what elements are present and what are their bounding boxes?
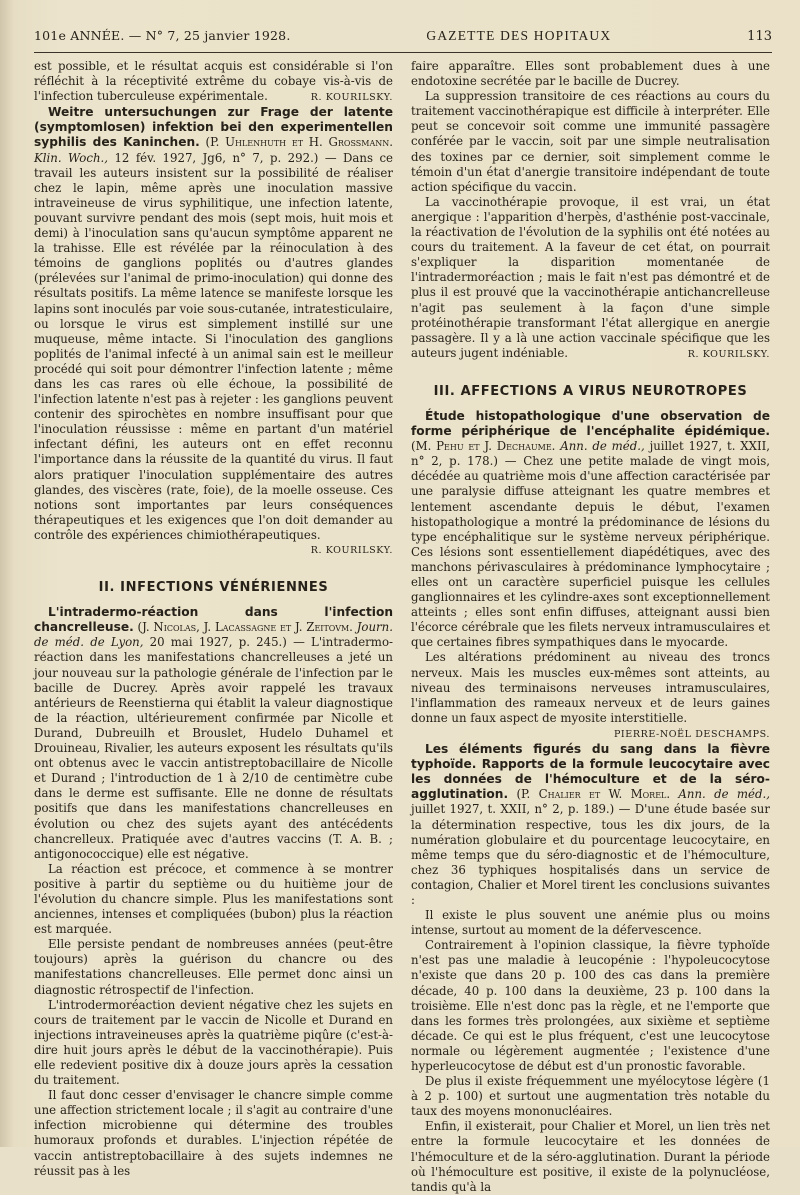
article-title: Étude histopathologique d'une observation de forme périphérique de l'encéphalite épidémique. — [411, 408, 770, 439]
signature: R. KOURILSKY. — [687, 348, 770, 360]
article-source: Ann. de méd., — [678, 787, 770, 802]
article-weitre — [34, 105, 393, 543]
article-body: — Dans ce travail les auteurs insistent sur la possibilité de réaliser chez le lapin, même après une inoculation massive intraveineuse de virus syphilitique, une infection latente, pouvant survivre pendant des mois (sept mois, huit mois et demi) à l'inoculation sans qu'aucun symptôme apparent ne la trahisse. Elle est révélée par la réinoculation à des témoins de ganglions poplités ou d'autres glandes (prélevées sur l'animal de primo-inoculation) qui donne des résultats positifs. La même latence se manifeste lorsque les lapins sont inoculés par voie sous-cutanée, intratesticulaire, ou lorsque le virus est simplement instillé sur une muqueuse, même intacte. Si l'inoculation des ganglions poplités de l'animal infecté à un animal sain est le meilleur procédé qui soit pour démontrer l'infection latente ; même dans les cas rares où elle échoue, la possibilité de l'infection latente n'est pas à rejeter : les ganglions peuvent contenir des spirochètes en nombre insuffisant pour que l'inoculation réussisse : même en partant d'un matériel infectant défini, les auteurs ont en effet reconnu l'importance dans la réussite de la quantité du virus. Il faut alors pratiquer l'inoculation supplémentaire des autres glandes, des viscères (rate, foie), de la moelle osseuse. Ces notions sont importantes par leurs conséquences thérapeutiques et les exigences que l'on doit demander au contrôle des expériences chimiothérapeutiques. — [34, 150, 393, 542]
article-reference: juillet 1927, t. XXII, n° 2, p. 178.) — [411, 439, 770, 469]
intro-text: est possible, et le résultat acquis est considérable si l'on réfléchit à la réceptivité extrême du cobaye vis-à-vis de l'infection tuberculeuse expérimentale. — [34, 59, 393, 104]
paragraph — [34, 59, 393, 104]
paragraph — [411, 195, 770, 361]
paragraph: Enfin, il existerait, pour Chalier et Morel, un lien très net entre la formule leucocytaire et les données de l'hémoculture et de la séro-agglutination. Durant la période où l'hémoculture est positive, il existe de la polynucléose, tandis qu'à la — [411, 1119, 770, 1194]
article-source: Klin. Woch., — [34, 150, 108, 165]
paragraph: La réaction est précoce, et commence à se montrer positive à partir du septième ou du huitième jour de l'évolution du chancre simple. Plus les manifestations sont anciennes, intenses et compliquées (bubon) plus la réaction est marquée. — [34, 861, 393, 937]
article-body: — L'intradermo-réaction dans les manifestations chancrelleuses a jeté un jour nouveau sur la pathologie générale de l'infection par le bacille de Ducrey. Après avoir rappelé les travaux antérieurs de Reenstierna qui établit la valeur diagnostique de la réaction, ultérieurement confirmée par Nicolle et Durand, Dubreuilh et Brouslet, Hudelo Duhamel et Drouineau, Rivalier, les auteurs exposent les résultats qu'ils ont obtenus avec le vaccin antistreptobacillaire de Nicolle et Durand ; l'introduction de 1 à 2/10 de centimètre cube dans le derme est suffisante. Elle ne donne de résultats positifs que dans les manifestations chancrelleuses en évolution ou chez des sujets ayant des antécédents chancrelleux. Pratiquée avec d'autres vaccins (T. A. B. ; antigonococcique) elle est négative. — [34, 635, 393, 861]
page-number: 113 — [747, 29, 772, 44]
journal-title: GAZETTE DES HOPITAUX — [426, 28, 612, 43]
text-columns — [34, 59, 772, 1194]
paragraph: Elle persiste pendant de nombreuses années (peut-être toujours) après la guérison du chancre ou des manifestations chancrelleuses. Elle permet donc ainsi un diagnostic rétrospectif de l'infection. — [34, 937, 393, 997]
article-title: Les éléments figurés du sang dans la fièvre typhoïde. Rapports de la formule leucocytaire avec les données de l'hémoculture et de la séro-agglutination. — [411, 742, 770, 802]
article-source: Ann. de méd., — [560, 439, 645, 454]
article-body: — Chez une petite malade de vingt mois, décédée au quatrième mois d'une affection caractérisée par une paralysie diffuse atteignant les quatre membres et lentement ascendante depuis le début, l'examen histopathologique a montré la prédominance de lésions du type encéphalitique sur le système nerveux périphérique. Ces lésions sont essentiellement diapédétiques, avec des manchons périvasculaires à prédominance lymphocytaire ; elles ont un caractère superficiel puisque les cellules ganglionnaires et les cylindre-axes sont exceptionnellement atteints ; elles sont enfin diffuses, atteignant aussi bien l'écorce cérébrale que les filets nerveux intramusculaires et que certaines fibres sympathiques dans le myocarde. — [411, 454, 770, 650]
article-body: — D'une étude basée sur la détermination respective, tous les dix jours, de la numération globulaire et du pourcentage leucocytaire, en même temps que du séro-diagnostic et de l'hémoculture, chez 36 typhiques hospitalisés dans un service de contagion, Chalier et Morel tirent les conclusions suivantes : — [411, 802, 770, 907]
paragraph: faire apparaître. Elles sont probablement dues à une endotoxine secrétée par le bacille de Ducrey. — [411, 59, 770, 89]
paragraph: L'introdermoréaction devient négative chez les sujets en cours de traitement par le vaccin de Nicolle et Durand en injections intraveineuses après la quatrième piqûre (c'est-à-dire huit jours après le début de la vaccinothérapie). Puis elle redevient positive dix à douze jours après la cessation du traitement. — [34, 997, 393, 1088]
paragraph-text: La vaccinothérapie provoque, il est vrai, un état anergique : l'apparition d'herpès, d'asthénie post-vaccinale, la réactivation de l'évolution de la syphilis ont été notées au cours du traitement. A la faveur de cet état, on pourrait s'expliquer la disparition momentanée de l'intradermoréaction ; mais le fait n'est pas démontré et de plus il est prouvé que la vaccinothérapie antichancrelleuse n'agit pas seulement à la façon d'une simple protéinothérapie transformant l'état allergique en anergie passagère. Il y a là une action vaccinale spécifique que les auteurs jugent indéniable. — [411, 194, 770, 360]
paragraph-text: Les altérations prédominent au niveau des troncs nerveux. Mais les muscles eux-mêmes sont atteints, au niveau des terminaisons nerveuses intramusculaires, l'inflammation des rameaux nerveux et de leurs gaines donne un faux aspect de myosite interstitielle. — [411, 650, 770, 725]
paragraph — [411, 650, 770, 740]
article-reference: 12 fév. 1927, Jg6, n° 7, p. 292.) — [114, 150, 319, 165]
article-intradermo — [34, 605, 393, 862]
article-authors: (P. Chalier et W. Morel. — [516, 787, 671, 802]
article-authors: (J. Nicolas, J. Lacassagne et J. Zeitovm. — [137, 620, 353, 635]
paragraph: Il faut donc cesser d'envisager le chancre simple comme une affection strictement locale ; il s'agit au contraire d'une infection microbienne qui détermine des troubles humoraux profonds et durables. L'injection répétée de vaccin antistreptobacillaire à des sujets indemnes ne réussit pas à les — [34, 1088, 393, 1178]
article-title: Weitre untersuchungen zur Frage der latente (symptomlosen) infektion bei den experimentellen syphilis des Kaninchen. — [34, 105, 393, 150]
paragraph: Il existe le plus souvent une anémie plus ou moins intense, surtout au moment de la défervescence. — [411, 908, 770, 938]
section-heading: III. AFFECTIONS A VIRUS NEUROTROPES — [433, 383, 748, 399]
paragraph: De plus il existe fréquemment une myélocytose légère (1 à 2 p. 100) et surtout une augmentation très notable du taux des moyens mononucléaires. — [411, 1074, 770, 1119]
issue-info: 101e ANNÉE. — N° 7, 25 janvier 1928. — [34, 28, 291, 43]
paragraph: Contrairement à l'opinion classique, la fièvre typhoïde n'est pas une maladie à leucopénie : l'hypoleucocytose n'existe que dans 20 p. 100 des cas dans la première décade, 40 p. 100 dans la deuxième, 23 p. 100 dans la troisième. Elle n'est donc pas la règle, et ne l'emporte que dans les formes très prolongées, aux sixième et septième décade. Ce qui est le plus fréquent, c'est une leucocytose normale ou légèrement augmentée ; l'existence d'une hyperleucocytose de début est d'un pronostic favorable. — [411, 938, 770, 1073]
paragraph: La suppression transitoire de ces réactions au cours du traitement vaccinothérapique est difficile à interpréter. Elle peut se concevoir soit comme une immunité passagère conférée par le vaccin, soit par une simple neutralisation des toxines par ce dernier, soit simplement comme le témoin d'un état d'anergie transitoire indépendant de toute action spécifique du vaccin. — [411, 89, 770, 194]
left-column — [34, 59, 393, 1178]
article-typhoide — [411, 742, 770, 908]
signature: R. KOURILSKY. — [310, 545, 393, 556]
article-reference: 20 mai 1927, p. 245.) — [149, 635, 287, 650]
signature: R. KOURILSKY. — [310, 92, 393, 104]
page-header — [34, 28, 772, 53]
article-title: L'intradermo-réaction dans l'infection chancrelleuse. — [34, 605, 393, 635]
article-source: Journ. de méd. de Lyon, — [34, 620, 393, 650]
article-reference: juillet 1927, t. XXII, n° 2, p. 189.) — [411, 802, 615, 817]
article-authors: (P. Uhlenhuth et H. Grossmann. — [205, 135, 393, 150]
section-heading: II. INFECTIONS VÉNÉRIENNES — [98, 580, 329, 596]
article-encephalite — [411, 409, 770, 651]
signature: PIERRE-NOËL DESCHAMPS. — [613, 728, 770, 740]
article-authors: (M. Pehu et J. Dechaume. — [411, 439, 556, 454]
right-column — [411, 59, 770, 1194]
